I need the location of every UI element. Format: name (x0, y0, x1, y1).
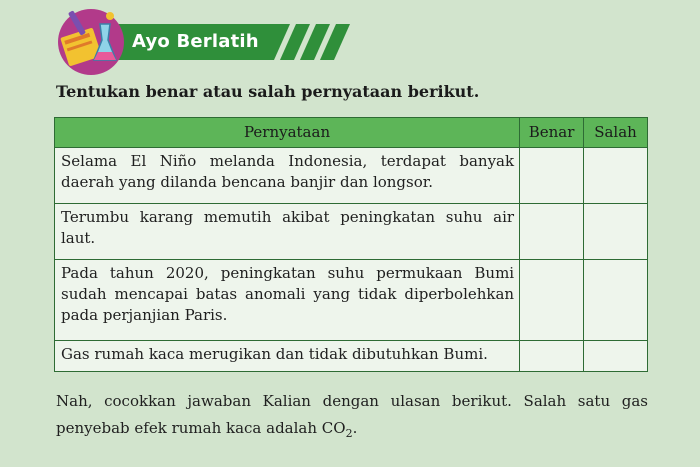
false-answer-cell[interactable] (584, 260, 648, 341)
table-row (55, 204, 648, 260)
statement-cell: Pada tahun 2020, peningkatan suhu permukaan Bumi sudah mencapai batas anomali yang tidak diperbolehkan pada perjanjian Paris. (55, 260, 520, 341)
false-answer-cell[interactable] (584, 148, 648, 204)
true-answer-cell[interactable] (520, 260, 584, 341)
statement-cell: Terumbu karang memutih akibat peningkatan suhu air laut. (55, 204, 520, 260)
table-header-row (55, 118, 648, 148)
table-row (55, 260, 648, 341)
column-header-statement: Pernyataan (55, 118, 520, 148)
false-answer-cell[interactable] (584, 341, 648, 372)
column-header-false: Salah (584, 118, 648, 148)
false-answer-cell[interactable] (584, 204, 648, 260)
banner-title: Ayo Berlatih (132, 31, 259, 52)
instruction-text: Tentukan benar atau salah pernyataan berikut. (56, 82, 480, 101)
footer-end: . (352, 419, 358, 437)
statement-cell: Selama El Niño melanda Indonesia, terdapat banyak daerah yang dilanda bencana banjir dan longsor. (55, 148, 520, 204)
co2-subscript: 2 (345, 427, 353, 440)
statement-cell: Gas rumah kaca merugikan dan tidak dibutuhkan Bumi. (55, 341, 520, 372)
footer-text: Nah, cocokkan jawaban Kalian dengan ulasan berikut. Salah satu gas penyebab efek rumah kaca adalah CO (56, 392, 648, 437)
table-row (55, 341, 648, 372)
column-header-true: Benar (520, 118, 584, 148)
science-tools-icon (52, 2, 130, 78)
true-answer-cell[interactable] (520, 148, 584, 204)
statement-table (54, 117, 648, 372)
footer-paragraph (56, 388, 648, 442)
table-row (55, 148, 648, 204)
true-answer-cell[interactable] (520, 341, 584, 372)
true-answer-cell[interactable] (520, 204, 584, 260)
